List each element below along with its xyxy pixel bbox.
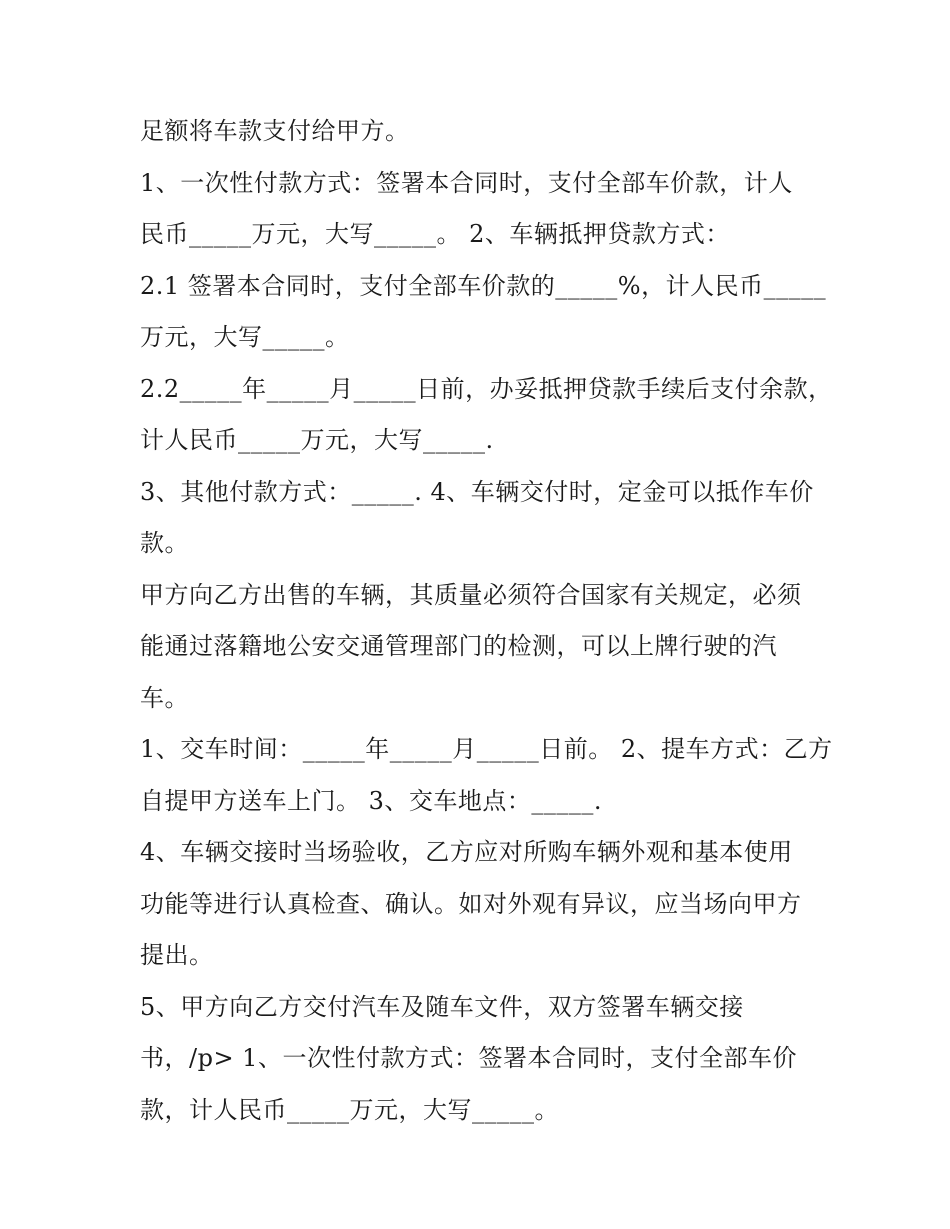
text-line: 2.2_____年_____月_____日前，办妥抵押贷款手续后支付余款， <box>140 374 833 403</box>
text-line: 功能等进行认真检查、确认。如对外观有异议，应当场向甲方 <box>140 889 802 918</box>
text-line: 甲方向乙方出售的车辆，其质量必须符合国家有关规定，必须 <box>140 580 802 609</box>
text-line: 提出。 <box>140 941 214 969</box>
text-line: 款。 <box>140 529 189 557</box>
text-line: 5、甲方向乙方交付汽车及随车文件，双方签署车辆交接 <box>140 992 744 1021</box>
text-line: 书，/p> 1、一次性付款方式：签署本合同时，支付全部车价 <box>140 1044 797 1072</box>
text-line: 2.1 签署本合同时，支付全部车价款的_____%，计人民币_____ <box>140 271 827 300</box>
contract-text-block <box>140 108 840 1138</box>
text-line: 车。 <box>140 683 189 712</box>
text-line: 1、一次性付款方式：签署本合同时，支付全部车价款，计人 <box>140 168 793 197</box>
text-line: 款，计人民币_____万元，大写_____。 <box>140 1095 559 1124</box>
text-line: 3、其他付款方式：_____. 4、车辆交付时，定金可以抵作车价 <box>140 477 814 506</box>
text-line: 计人民币_____万元，大写_____. <box>140 426 494 454</box>
text-line: 1、交车时间：_____年_____月_____日前。 2、提车方式：乙方 <box>140 735 833 763</box>
text-line: 4、车辆交接时当场验收，乙方应对所购车辆外观和基本使用 <box>140 838 793 866</box>
text-line: 能通过落籍地公安交通管理部门的检测，可以上牌行驶的汽 <box>140 632 777 660</box>
text-line: 足额将车款支付给甲方。 <box>140 117 410 145</box>
text-line: 自提甲方送车上门。 3、交车地点：_____. <box>140 786 603 815</box>
text-line: 万元，大写_____。 <box>140 323 350 351</box>
text-line: 民币_____万元，大写_____。 2、车辆抵押贷款方式： <box>140 220 730 248</box>
